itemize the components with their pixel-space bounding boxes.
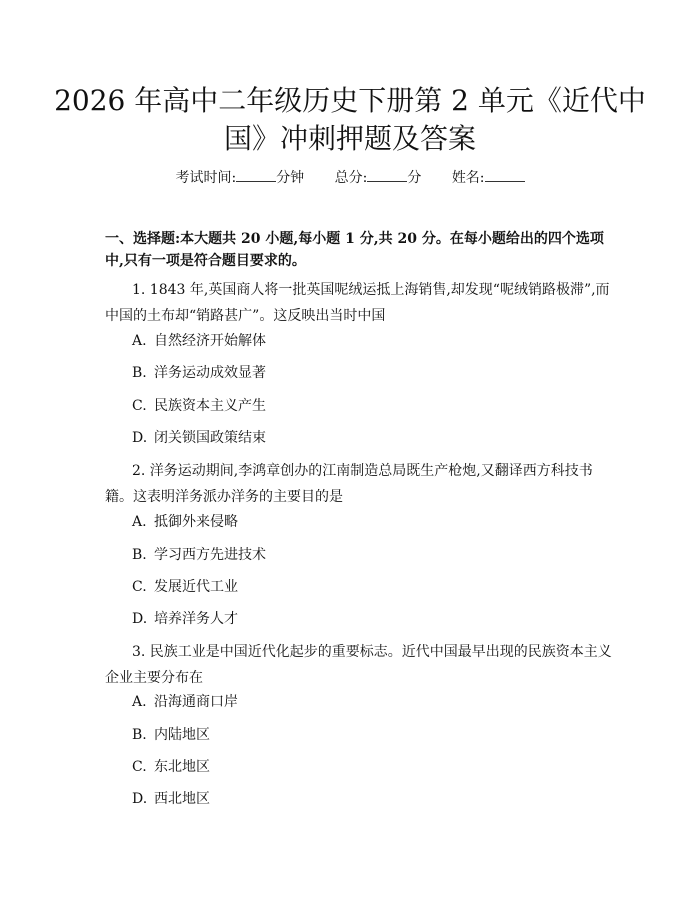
exam-time-blank xyxy=(236,168,276,182)
question-1-option-b xyxy=(132,363,266,383)
option-text: 自然经济开始解体 xyxy=(154,333,266,349)
option-letter: D. xyxy=(132,430,148,446)
question-1-option-d xyxy=(132,428,266,448)
student-name-label: 姓名: xyxy=(451,170,485,186)
question-2-option-c xyxy=(132,577,238,597)
option-text: 学习西方先进技术 xyxy=(154,547,266,563)
question-1-stem: 1. 1843 年,英国商人将一批英国呢绒运抵上海销售,却发现“呢绒销路极滞”,而中国的土布却“销路甚广”。这反映出当时中国 xyxy=(105,282,610,324)
question-2-option-d xyxy=(132,609,238,629)
option-letter: A. xyxy=(132,333,147,349)
question-3-option-a xyxy=(132,692,238,712)
option-letter: D. xyxy=(132,791,148,807)
exam-time-unit: 分钟 xyxy=(276,170,305,186)
question-2-option-a xyxy=(132,512,238,532)
option-letter: C. xyxy=(132,759,147,775)
option-text: 洋务运动成效显著 xyxy=(154,365,266,381)
option-text: 西北地区 xyxy=(154,791,210,807)
total-score-field xyxy=(335,170,422,186)
option-letter: B. xyxy=(132,365,147,381)
option-text: 内陆地区 xyxy=(154,727,210,743)
option-letter: B. xyxy=(132,727,147,743)
student-name-field xyxy=(452,170,525,186)
option-text: 民族资本主义产生 xyxy=(154,398,266,414)
question-3-option-b xyxy=(132,725,210,745)
option-text: 抵御外来侵略 xyxy=(154,514,238,530)
option-letter: C. xyxy=(132,579,147,595)
total-score-unit: 分 xyxy=(407,170,422,186)
question-3-option-d xyxy=(132,789,210,809)
exam-info-line xyxy=(0,168,700,188)
option-letter: C. xyxy=(132,398,147,414)
exam-time-field xyxy=(175,170,304,186)
question-3-stem: 3. 民族工业是中国近代化起步的重要标志。近代中国最早出现的民族资本主义企业主要分布在 xyxy=(105,644,612,686)
question-1-option-a xyxy=(132,331,266,351)
option-letter: B. xyxy=(132,547,147,563)
question-1-option-c xyxy=(132,396,266,416)
total-score-label: 总分: xyxy=(334,170,368,186)
question-2-stem: 2. 洋务运动期间,李鸿章创办的江南制造总局既生产枪炮,又翻译西方科技书籍。这表明洋务派办洋务的主要目的是 xyxy=(105,463,593,505)
option-text: 闭关锁国政策结束 xyxy=(154,430,266,446)
option-text: 发展近代工业 xyxy=(154,579,238,595)
student-name-blank xyxy=(485,168,525,182)
option-text: 培养洋务人才 xyxy=(154,611,238,627)
question-2-option-b xyxy=(132,545,266,565)
option-letter: D. xyxy=(132,611,148,627)
option-text: 东北地区 xyxy=(154,759,210,775)
total-score-blank xyxy=(367,168,407,182)
section-heading: 一、选择题:本大题共 20 小题,每小题 1 分,共 20 分。在每小题给出的四个选项中,只有一项是符合题目要求的。 xyxy=(105,231,604,269)
exam-time-label: 考试时间: xyxy=(175,170,237,186)
option-letter: A. xyxy=(132,694,147,710)
page-title: 2026 年高中二年级历史下册第 2 单元《近代中国》冲刺押题及答案 xyxy=(54,84,646,155)
question-3-option-c xyxy=(132,757,210,777)
option-letter: A. xyxy=(132,514,147,530)
option-text: 沿海通商口岸 xyxy=(154,694,238,710)
